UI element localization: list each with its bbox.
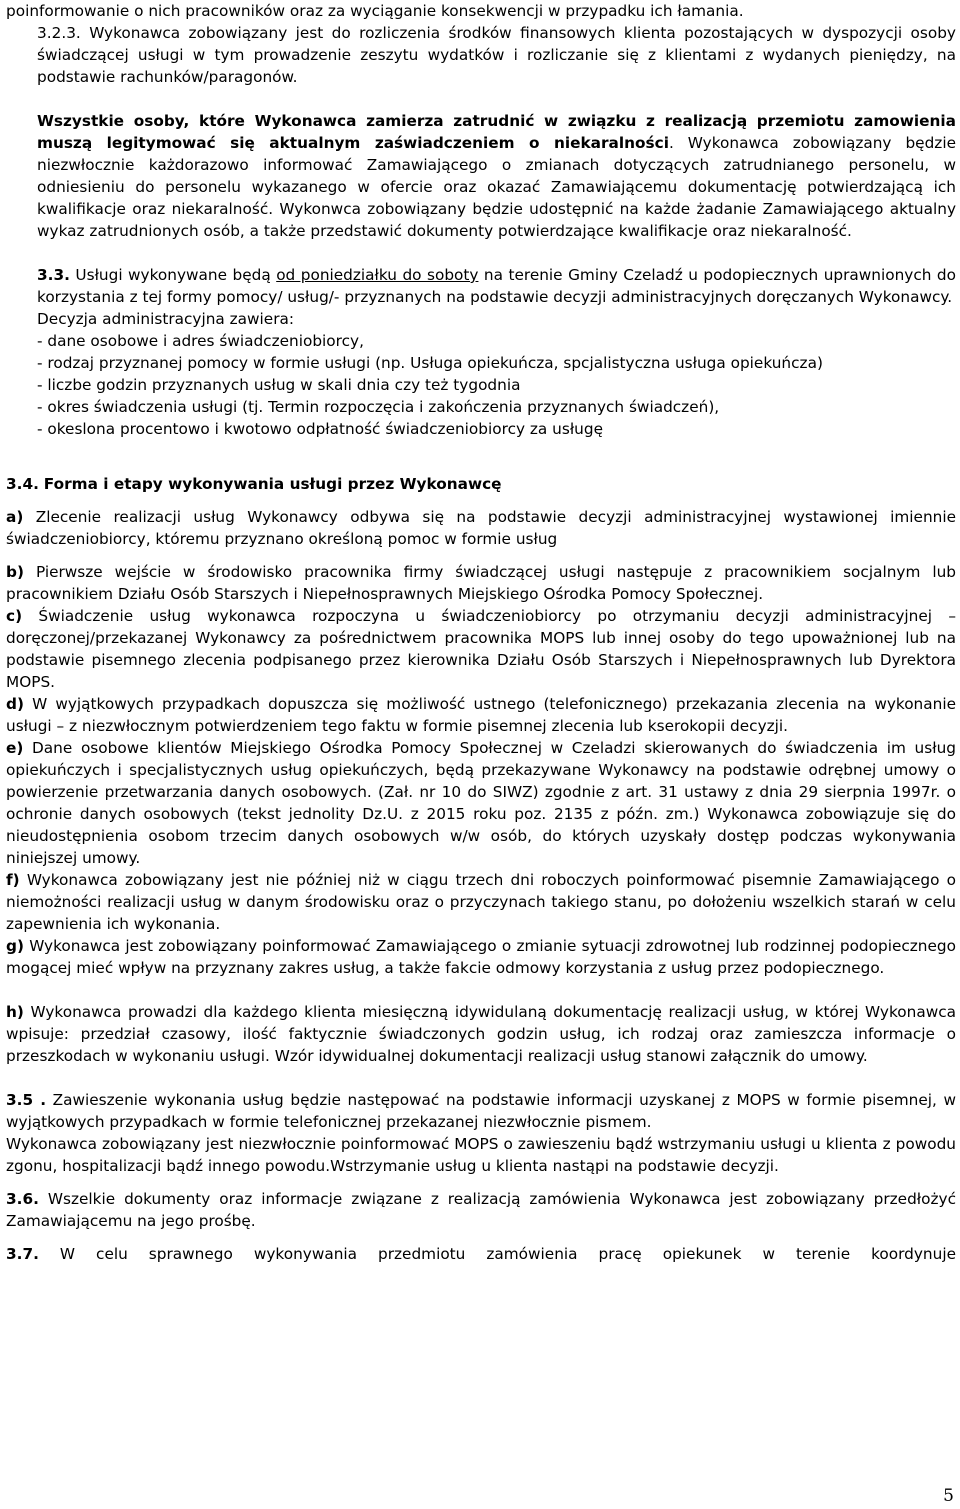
item-label: a) [6, 508, 24, 526]
item-text: Wykonawca zobowiązany jest nie później niż w ciągu trzech dni roboczych poinformować pisemnie Zamawiającego o niemożności realizacji usług w danym środowisku oraz o przyczynach takiego stanu, po dołożeniu wszelkich starań w celu zapewnienia ich wykonania. [6, 871, 956, 933]
section-text: W celu sprawnego wykonywania przedmiotu zamówienia pracę opiekunek w terenie koordynuje [59, 1245, 956, 1263]
item-d [6, 693, 956, 737]
document-page [6, 0, 956, 1265]
section-text: Zawieszenie wykonania usług będzie następować na podstawie informacji uzyskanej z MOPS w formie pisemnej, w wyjątkowych przypadkach w formie telefonicznej przekazanej niezwłocznie pismem. [6, 1091, 956, 1131]
item-text: Wykonawca prowadzi dla każdego klienta miesięczną idywidulaną dokumentację realizacji usług, w której Wykonawca wpisuje: przedział czasowy, ilość faktycznie świadczonych godzin usług, ich rodzaj oraz zamieszcza informacje o przeszkodach w wykonaniu usługi. Wzór idywidualnej dokumentacji realizacji usług stanowi załącznik do umowy. [6, 1003, 956, 1065]
item-text: Świadczenie usług wykonawca rozpoczyna u świadczeniobiorcy po otrzymaniu decyzji administracyjnej – doręczonej/przekazanej Wykonawcy za pośrednictwem pracownika MOPS lub innej osoby do tego upoważnionej lub na podstawie pisemnego zlecenia podpisanego przez kierownika Działu Osób Starszych i Niepełnosprawnych lub Dyrektora MOPS. [6, 607, 956, 691]
item-label: g) [6, 937, 24, 955]
staff-requirements-paragraph [6, 110, 956, 242]
item-f [6, 869, 956, 935]
item-a [6, 506, 956, 550]
intro-text: poinformowanie o nich pracowników oraz za wyciąganie konsekwencji w przypadku ich łamania. [6, 2, 744, 20]
section-number: 3.4. [6, 475, 39, 493]
section-number: 3.6. [6, 1190, 39, 1208]
item-text: W wyjątkowych przypadkach dopuszcza się możliwość ustnego (telefonicznego) przekazania zlecenia na wykonanie usługi – z niezwłocznym potwierdzeniem tego faktu w formie pisemnej zlecenia lub kserokopii decyzji. [6, 695, 956, 735]
section-text-b: na terenie Gminy Czeladź u podopiecznych uprawnionych do korzystania z tej formy pomocy/ usług/- przyznanych na podstawie decyzji administracyjnych doręczanych Wykonawcy. [37, 266, 956, 306]
section-number: 3.5 . [6, 1091, 47, 1109]
item-h [6, 1001, 956, 1067]
item-label: e) [6, 739, 24, 757]
staff-text: . Wykonawca zobowiązany będzie niezwłocznie każdorazowo informować Zamawiającego o zmianach dotyczących zatrudnianego personelu, w odniesieniu do personelu wykazanego w ofercie oraz okazać Zamawiającemu dokumentację potwierdzającą ich kwalifikacje oraz niekaralność. Wykonwca zobowiązany będzie udostępnić na każde żadanie Zamawiającego aktualny wykaz zatrudnionych osób, a także przedstawić dokumenty potwierdzające kwalifikacje oraz niekaralność. [37, 134, 956, 240]
section-3-4-heading [6, 473, 956, 495]
item-label: h) [6, 1003, 24, 1021]
item-text: Zlecenie realizacji usług Wykonawcy odbywa się na podstawie decyzji administracyjnej wystawionej imiennie świadczeniobiorcy, któremu przyznano określoną pomoc w formie usług [6, 508, 956, 548]
item-g [6, 935, 956, 979]
section-text: Wszelkie dokumenty oraz informacje związane z realizacją zamówienia Wykonawca jest zobowiązany przedłożyć Zamawiającemu na jego prośbę. [6, 1190, 956, 1230]
item-label: b) [6, 563, 24, 581]
section-title: Forma i etapy wykonywania usługi przez Wykonawcę [43, 475, 502, 493]
item-text: Wykonawca jest zobowiązany poinformować Zamawiającego o zmianie sytuacji zdrowotnej lub rodzinnej podopiecznego mogącej mieć wpływ na przyznany zakres usług, a także fakcie odmowy korzystania z usług przez podopiecznego. [6, 937, 956, 977]
item-e [6, 737, 956, 869]
page-number: 5 [943, 1486, 954, 1506]
decision-contents-list [6, 308, 956, 440]
section-number: 3.2.3. [37, 24, 81, 42]
section-3-6 [6, 1188, 956, 1232]
list-line: - dane osobowe i adres świadczeniobiorcy, [37, 332, 364, 350]
item-label: c) [6, 607, 23, 625]
section-text-a: Usługi wykonywane będą [75, 266, 271, 284]
section-3-7 [6, 1243, 956, 1265]
section-text: Wykonawca zobowiązany jest niezwłocznie poinformować MOPS o zawieszeniu bądź wstrzymaniu usługi u klienta z powodu zgonu, hospitalizacji bądź innego powodu.Wstrzymanie usług u klienta nastąpi na podstawie decyzji. [6, 1135, 956, 1175]
item-b [6, 561, 956, 605]
item-label: f) [6, 871, 20, 889]
section-3-2-3 [6, 22, 956, 88]
section-number: 3.7. [6, 1245, 39, 1263]
section-text: Wykonawca zobowiązany jest do rozliczenia środków finansowych klienta pozostających w dyspozycji osoby świadczącej usługi w tym prowadzenie zeszytu wydatków i rozliczanie się z klientami z wydanych pieniędzy, na podstawie rachunków/paragonów. [37, 24, 956, 86]
section-number: 3.3. [37, 266, 70, 284]
underlined-schedule: od poniedziałku do soboty [276, 266, 479, 284]
section-3-3 [6, 264, 956, 308]
intro-paragraph [6, 0, 956, 22]
list-line: - okres świadczenia usługi (tj. Termin rozpoczęcia i zakończenia przyznanych świadczeń), [37, 398, 720, 416]
item-text: Pierwsze wejście w środowisko pracownika firmy świadczącej usługi następuje z pracownikiem socjalnym lub pracownikiem Działu Osób Starszych i Niepełnosprawnych Miejskiego Ośrodka Pomocy Społecznej. [6, 563, 956, 603]
item-label: d) [6, 695, 24, 713]
item-c [6, 605, 956, 693]
section-3-5 [6, 1089, 956, 1133]
list-line: - okeslona procentowo i kwotowo odpłatność świadczeniobiorcy za usługę [37, 420, 603, 438]
item-text: Dane osobowe klientów Miejskiego Ośrodka Pomocy Społecznej w Czeladzi skierowanych do świadczenia im usług opiekuńczych i specjalistycznych usług opiekuńczych, będą przekazywane Wykonawcy na podstawie odrębnej umowy o powierzenie przetwarzania danych osobowych. (Zał. nr 10 do SIWZ) zgodnie z art. 31 ustawy z dnia 29 sierpnia 1997r. o ochronie danych osobowych (tekst jednolity Dz.U. z 2015 roku poz. 2135 z późn. zm.) Wykonawca zobowiązuje się do nieudostępnienia osobom trzecim danych osobowych w/w osób, do których uzyskały dostęp podczas wykonywania niniejszej umowy. [6, 739, 956, 867]
list-line: Decyzja administracyjna zawiera: [37, 310, 295, 328]
bold-requirement: Wszystkie osoby, które Wykonawca zamierza zatrudnić w związku z realizacją przemiotu zamowienia muszą legitymować się aktualnym zaświadczeniem o niekaralności [37, 112, 956, 152]
list-line: - liczbe godzin przyznanych usług w skali dnia czy też tygodnia [37, 376, 521, 394]
section-3-5-continued [6, 1133, 956, 1177]
list-line: - rodzaj przyznanej pomocy w formie usługi (np. Usługa opiekuńcza, spcjalistyczna usługa opiekuńcza) [37, 354, 823, 372]
